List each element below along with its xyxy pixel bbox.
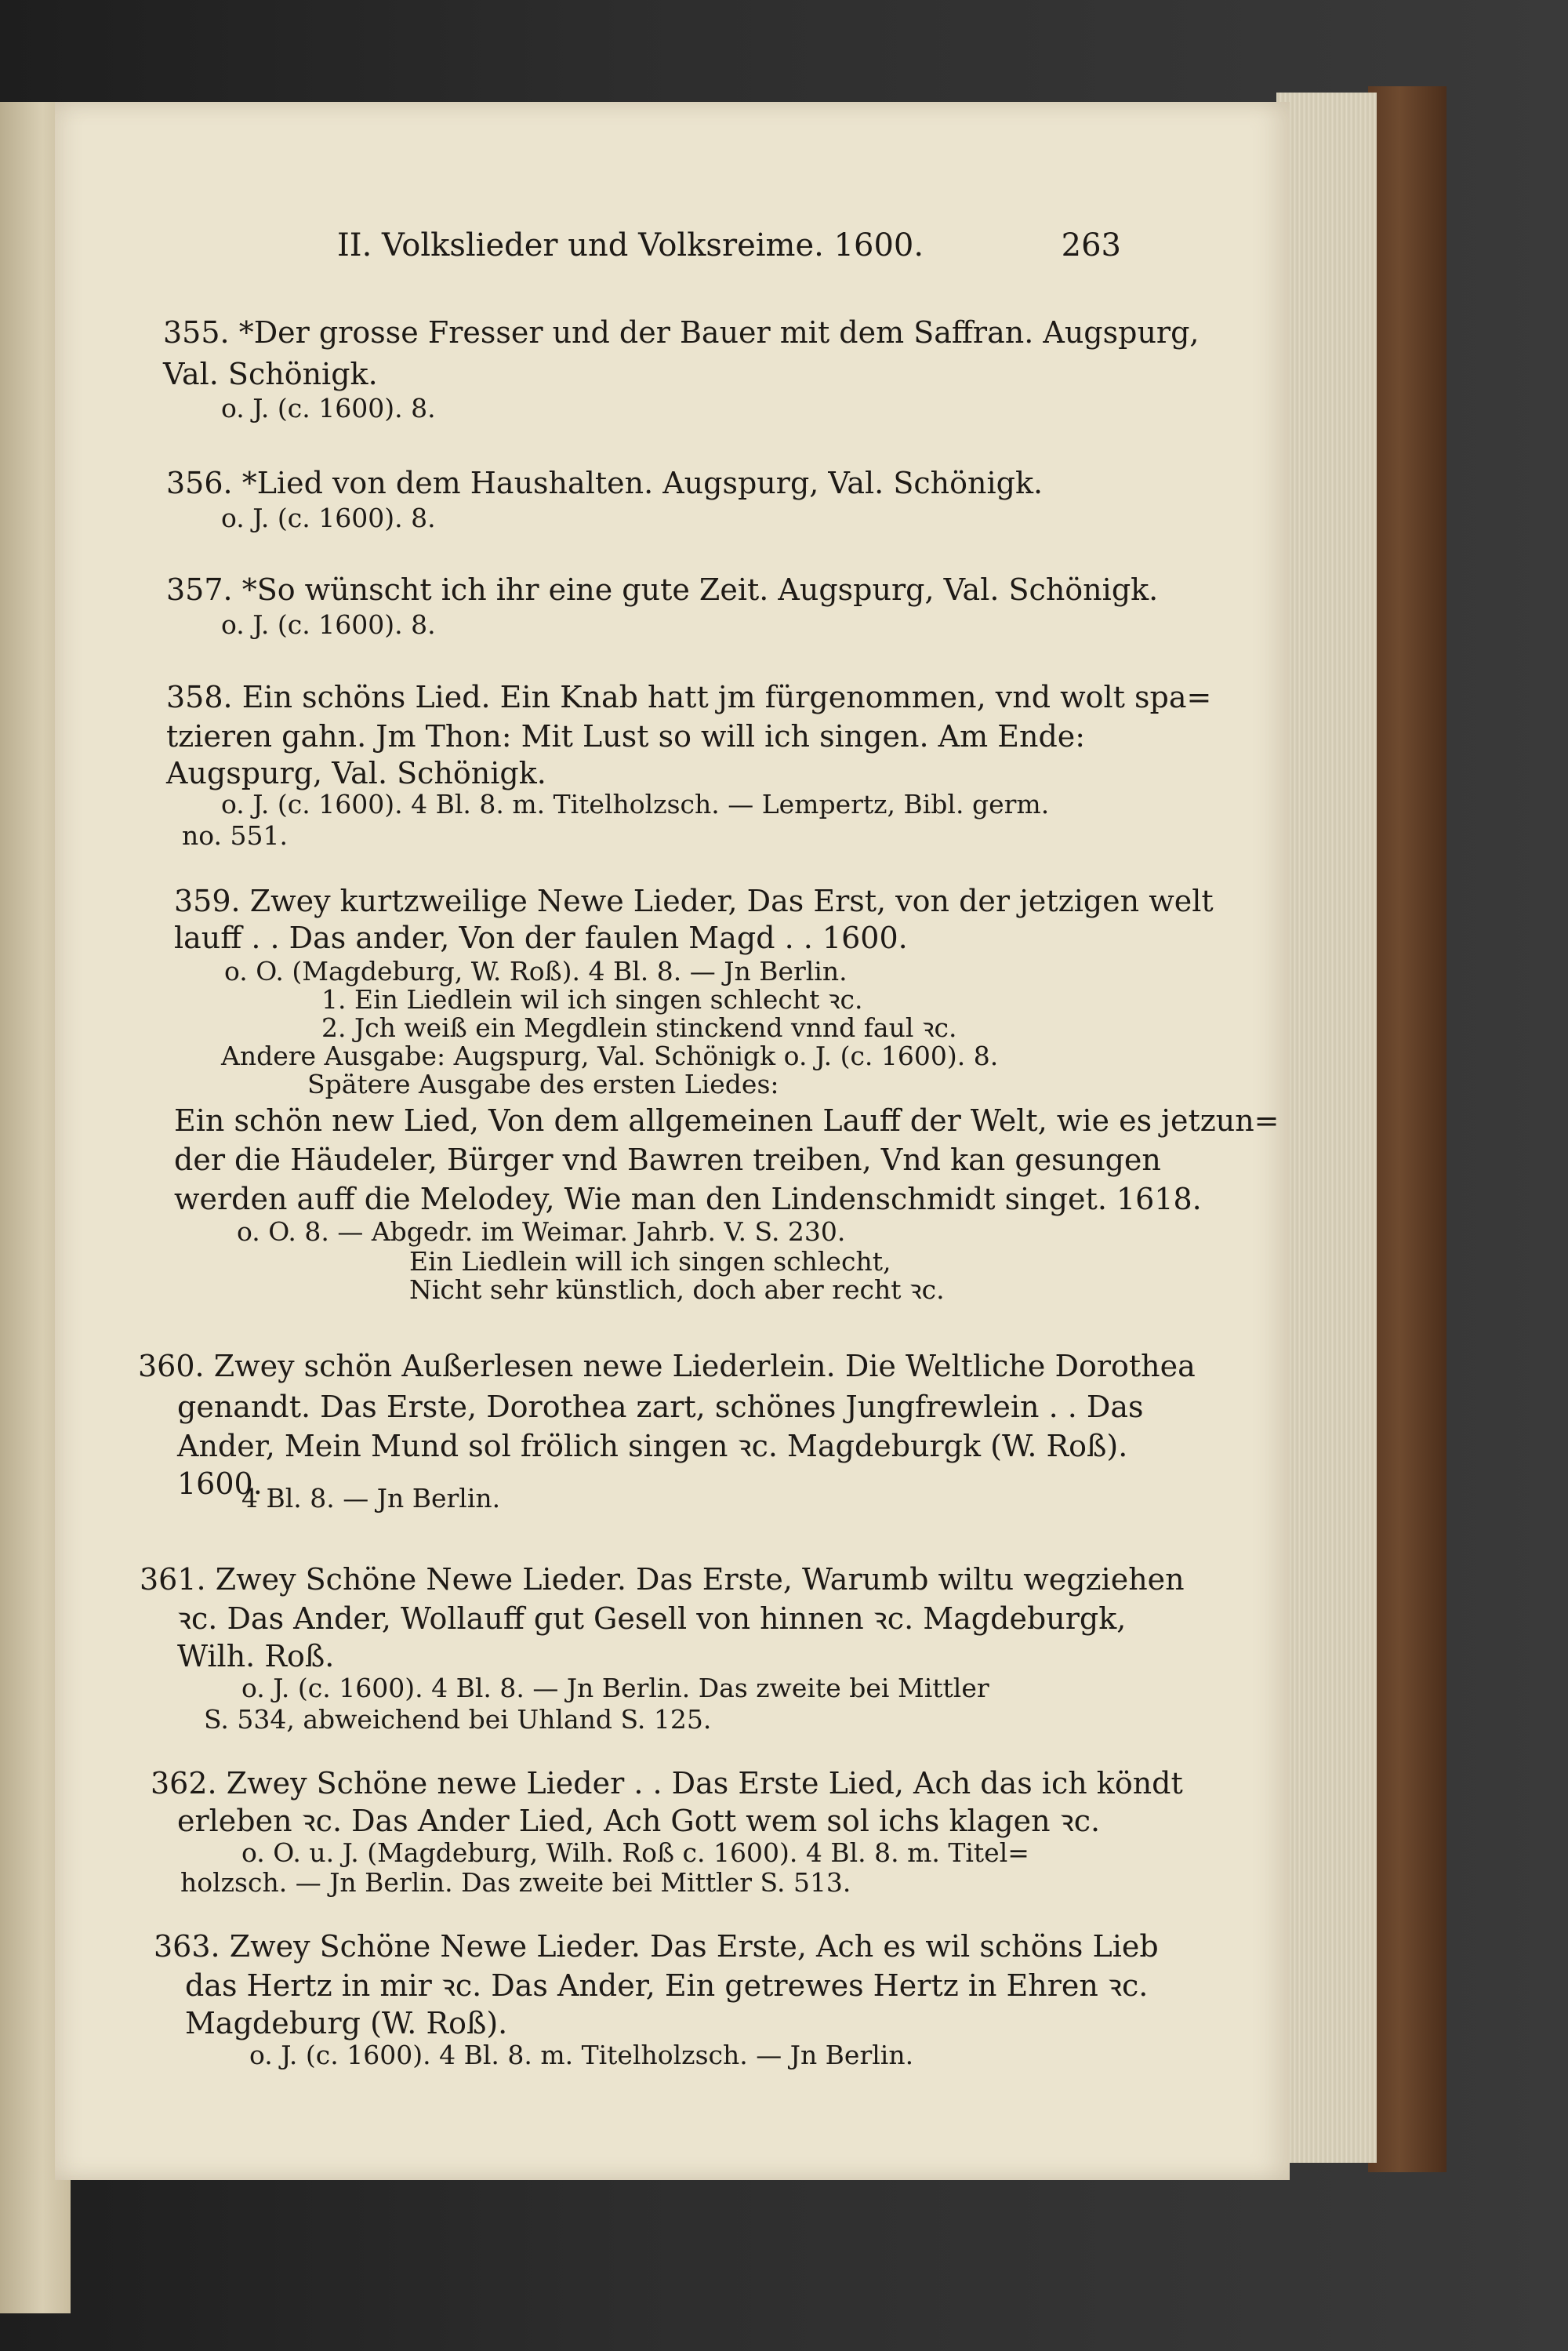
entry-356-line-2: o. J. (c. 1600). 8.: [221, 503, 436, 533]
entry-359-line-2: lauff . . Das ander, Von der faulen Magd . . 1600.: [174, 921, 908, 955]
entry-359-line-3: o. O. (Magdeburg, W. Roß). 4 Bl. 8. — Jn Berlin.: [224, 956, 848, 987]
entry-359-later-edition-label: Spätere Ausgabe des ersten Liedes:: [307, 1069, 779, 1099]
entry-358-line-4: o. J. (c. 1600). 4 Bl. 8. m. Titelholzsch. — Lempertz, Bibl. germ.: [221, 789, 1050, 819]
page-stack-edge: [1276, 93, 1377, 2163]
entry-361-line-2: ꝛc. Das Ander, Wollauff gut Gesell von hinnen ꝛc. Magdeburgk,: [177, 1601, 1127, 1636]
entry-362-line-3: o. O. u. J. (Magdeburg, Wilh. Roß c. 1600). 4 Bl. 8. m. Titel=: [241, 1837, 1029, 1868]
entry-359-line-8: Ein schön new Lied, Von dem allgemeinen Lauff der Welt, wie es jetzun=: [174, 1103, 1279, 1138]
page-number: 263: [1061, 227, 1121, 263]
entry-360-line-3: Ander, Mein Mund sol frölich singen ꝛc. Magdeburgk (W. Roß).: [177, 1429, 1128, 1463]
running-head: II. Volkslieder und Volksreime. 1600.: [337, 227, 924, 263]
entry-358-line-2: tzieren gahn. Jm Thon: Mit Lust so will ich singen. Am Ende:: [166, 719, 1086, 754]
entry-363-line-1: 363. Zwey Schöne Newe Lieder. Das Erste, Ach es wil schöns Lieb: [154, 1929, 1159, 1964]
entry-359-other-edition: Andere Ausgabe: Augspurg, Val. Schönigk o. J. (c. 1600). 8.: [221, 1041, 999, 1071]
entry-359-incipit-2: Nicht sehr künstlich, doch aber recht ꝛc.: [409, 1274, 945, 1305]
entry-361-line-5: S. 534, abweichend bei Uhland S. 125.: [204, 1704, 712, 1735]
entry-363-line-2: das Hertz in mir ꝛc. Das Ander, Ein getrewes Hertz in Ehren ꝛc.: [185, 1968, 1149, 2003]
entry-361-line-3: Wilh. Roß.: [177, 1639, 335, 1673]
entry-361-line-4: o. J. (c. 1600). 4 Bl. 8. — Jn Berlin. Das zweite bei Mittler: [241, 1673, 989, 1703]
entry-355-line-2: Val. Schönigk.: [163, 357, 378, 391]
entry-358-line-1: 358. Ein schöns Lied. Ein Knab hatt jm fürgenommen, vnd wolt spa=: [166, 680, 1212, 714]
entry-362-line-2: erleben ꝛc. Das Ander Lied, Ach Gott wem sol ichs klagen ꝛc.: [177, 1804, 1101, 1838]
entry-360-line-4: 1600.: [177, 1466, 263, 1501]
entry-355-line-1: 355. *Der grosse Fresser und der Bauer mit dem Saffran. Augspurg,: [163, 315, 1200, 350]
entry-363-line-4: o. J. (c. 1600). 4 Bl. 8. m. Titelholzsch. — Jn Berlin.: [249, 2040, 914, 2070]
entry-360-line-2: genandt. Das Erste, Dorothea zart, schönes Jungfrewlein . . Das: [177, 1390, 1144, 1424]
entry-362-line-1: 362. Zwey Schöne newe Lieder . . Das Erste Lied, Ach das ich köndt: [151, 1766, 1183, 1800]
entry-363-line-3: Magdeburg (W. Roß).: [185, 2006, 508, 2040]
entry-359-incipit-1: Ein Liedlein will ich singen schlecht,: [409, 1246, 891, 1277]
entry-359-line-9: der die Häudeler, Bürger vnd Bawren treiben, Vnd kan gesungen: [174, 1143, 1161, 1177]
page-header: [337, 227, 1121, 274]
entry-358-line-5: no. 551.: [182, 820, 288, 851]
entry-359-line-10: werden auff die Melodey, Wie man den Lindenschmidt singet. 1618.: [174, 1182, 1202, 1216]
entry-357-line-1: 357. *So wünscht ich ihr eine gute Zeit. Augspurg, Val. Schönigk.: [166, 572, 1159, 607]
entry-356-line-1: 356. *Lied von dem Haushalten. Augspurg, Val. Schönigk.: [166, 466, 1044, 500]
entry-357-line-2: o. J. (c. 1600). 8.: [221, 609, 436, 640]
entry-360-line-1: 360. Zwey schön Außerlesen newe Liederlein. Die Weltliche Dorothea: [138, 1349, 1196, 1383]
entry-362-line-4: holzsch. — Jn Berlin. Das zweite bei Mittler S. 513.: [180, 1867, 851, 1898]
entry-361-line-1: 361. Zwey Schöne Newe Lieder. Das Erste, Warumb wiltu wegziehen: [140, 1562, 1185, 1597]
entry-359-line-11: o. O. 8. — Abgedr. im Weimar. Jahrb. V. S. 230.: [237, 1216, 846, 1247]
entry-359-song-2: 2. Jch weiß ein Megdlein stinckend vnnd faul ꝛc.: [321, 1012, 957, 1043]
book-cover-edge: [1368, 86, 1446, 2172]
entry-355-line-3: o. J. (c. 1600). 8.: [221, 393, 436, 423]
entry-359-song-1: 1. Ein Liedlein wil ich singen schlecht ꝛc.: [321, 984, 863, 1015]
entry-358-line-3: Augspurg, Val. Schönigk.: [166, 756, 546, 790]
entry-359-line-1: 359. Zwey kurtzweilige Newe Lieder, Das Erst, von der jetzigen welt: [174, 884, 1214, 918]
entry-360-line-5: 4 Bl. 8. — Jn Berlin.: [241, 1483, 501, 1513]
